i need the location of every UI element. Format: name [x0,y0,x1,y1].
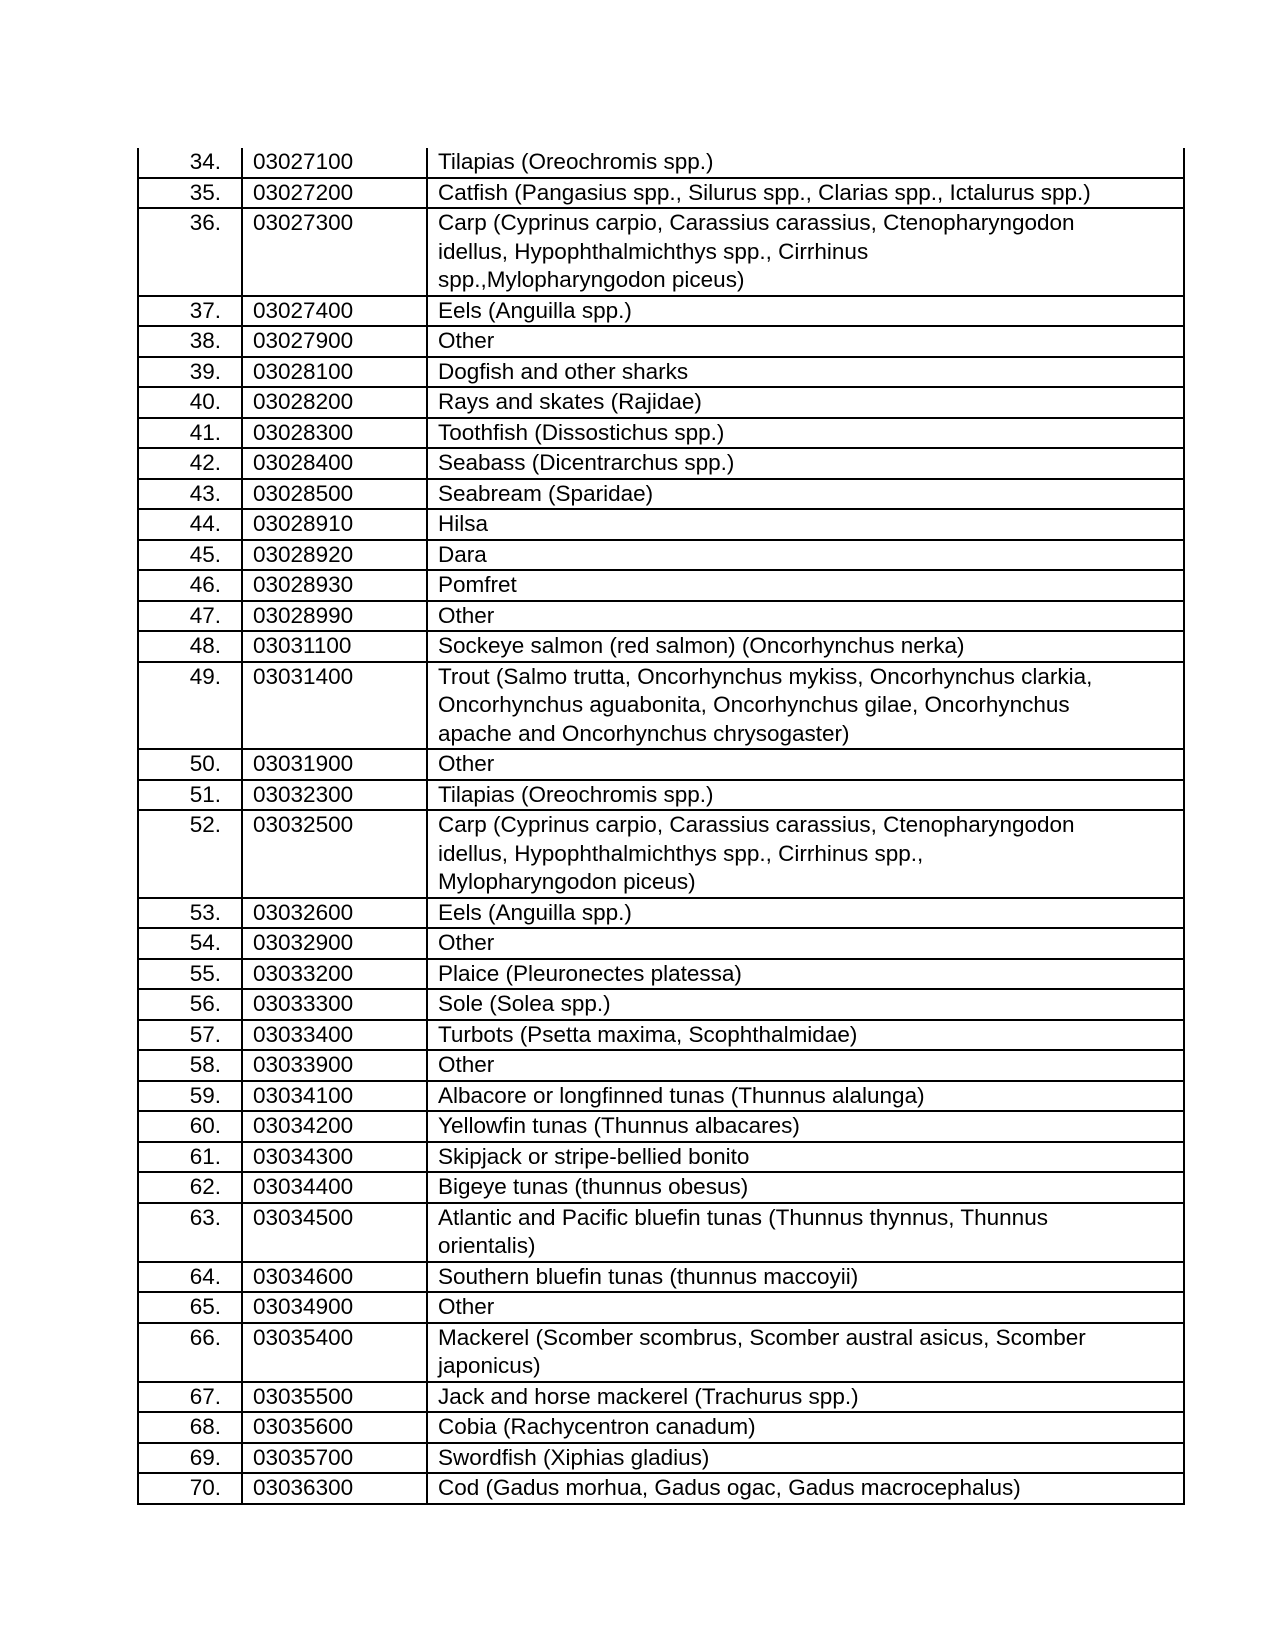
description-cell [427,601,1184,632]
table-row [138,178,1184,209]
table-row [138,1172,1184,1203]
hs-code-cell: 03036300 [242,1473,427,1504]
description-cell [427,1172,1184,1203]
description-line: idellus, Hypophthalmichthys spp., Cirrhinus [438,238,869,264]
hs-code-cell: 03033200 [242,959,427,990]
serial-number-cell: 36. [138,208,242,296]
hs-code-cell: 03028400 [242,448,427,479]
description-cell [427,810,1184,898]
description-line: spp.,Mylopharyngodon piceus) [438,267,745,292]
hs-code-cell: 03034400 [242,1172,427,1203]
table-row [138,1412,1184,1443]
hs-code-cell: 03028930 [242,570,427,601]
hs-code-cell: 03033900 [242,1050,427,1081]
description-cell [427,570,1184,601]
description-line: Mackerel (Scomber scombrus, Scomber austral asicus, Scomber [438,1324,1086,1350]
description-cell [427,208,1184,296]
description-line: Cod (Gadus morhua, Gadus ogac, Gadus macrocephalus) [438,1475,1021,1500]
serial-number-cell: 35. [138,178,242,209]
description-line: Turbots (Psetta maxima, Scophthalmidae) [438,1021,858,1047]
description-line: Catfish (Pangasius spp., Silurus spp., Clarias spp., Ictalurus spp.) [438,179,1091,205]
description-line: Sockeye salmon (red salmon) (Oncorhynchus nerka) [438,633,965,658]
description-cell [427,357,1184,388]
hs-code-cell: 03028990 [242,601,427,632]
hs-code-cell: 03035700 [242,1443,427,1474]
table-row [138,810,1184,898]
serial-number-cell: 70. [138,1473,242,1504]
description-line: Albacore or longfinned tunas (Thunnus alalunga) [438,1082,925,1108]
description-cell [427,509,1184,540]
hs-code-cell: 03027200 [242,178,427,209]
hs-code-cell: 03028100 [242,357,427,388]
description-line: Oncorhynchus aguabonita, Oncorhynchus gilae, Oncorhynchus [438,692,1070,717]
serial-number-cell: 64. [138,1262,242,1293]
table-row [138,1382,1184,1413]
hs-code-cell: 03032500 [242,810,427,898]
table-row [138,780,1184,811]
description-cell [427,448,1184,479]
description-line: Mylopharyngodon piceus) [438,869,696,894]
serial-number-cell: 55. [138,959,242,990]
description-line: apache and Oncorhynchus chrysogaster) [438,720,850,746]
description-line: Other [438,930,495,955]
description-line: Sole (Solea spp.) [438,991,611,1016]
hs-code-cell: 03034600 [242,1262,427,1293]
description-cell [427,1292,1184,1323]
hs-code-cell: 03032600 [242,898,427,929]
hs-code-cell: 03028300 [242,418,427,449]
hs-code-cell: 03027400 [242,296,427,327]
description-cell [427,1382,1184,1413]
description-cell [427,540,1184,571]
serial-number-cell: 54. [138,928,242,959]
hs-code-cell: 03027300 [242,208,427,296]
serial-number-cell: 61. [138,1142,242,1173]
table-row [138,959,1184,990]
hs-code-cell: 03035500 [242,1382,427,1413]
description-cell [427,749,1184,780]
hs-code-cell: 03034200 [242,1111,427,1142]
description-line: Tilapias (Oreochromis spp.) [438,781,714,807]
serial-number-cell: 45. [138,540,242,571]
serial-number-cell: 58. [138,1050,242,1081]
hs-code-cell: 03028200 [242,387,427,418]
serial-number-cell: 34. [138,148,242,178]
serial-number-cell: 49. [138,662,242,750]
serial-number-cell: 46. [138,570,242,601]
description-cell [427,418,1184,449]
description-line: Jack and horse mackerel (Trachurus spp.) [438,1383,859,1409]
serial-number-cell: 65. [138,1292,242,1323]
table-row [138,208,1184,296]
description-line: Tilapias (Oreochromis spp.) [438,149,714,174]
hs-code-cell: 03033300 [242,989,427,1020]
table-row [138,326,1184,357]
description-line: Carp (Cyprinus carpio, Carassius carassius, Ctenopharyngodon [438,210,1075,235]
table-row [138,570,1184,601]
description-line: Plaice (Pleuronectes platessa) [438,960,742,986]
table-row [138,1262,1184,1293]
description-cell [427,662,1184,750]
table-row [138,448,1184,479]
table-row [138,898,1184,929]
table-row [138,749,1184,780]
hs-code-cell: 03028910 [242,509,427,540]
description-cell [427,989,1184,1020]
serial-number-cell: 42. [138,448,242,479]
description-cell [427,1443,1184,1474]
description-line: Other [438,751,495,776]
serial-number-cell: 52. [138,810,242,898]
description-cell [427,1262,1184,1293]
serial-number-cell: 57. [138,1020,242,1051]
description-cell [427,148,1184,178]
serial-number-cell: 41. [138,418,242,449]
serial-number-cell: 63. [138,1203,242,1262]
table-row [138,1292,1184,1323]
description-line: Rays and skates (Rajidae) [438,389,702,414]
table-row [138,148,1184,178]
serial-number-cell: 38. [138,326,242,357]
serial-number-cell: 39. [138,357,242,388]
table-row [138,1111,1184,1142]
table-row [138,418,1184,449]
description-line: Other [438,1052,495,1077]
hs-code-cell: 03032900 [242,928,427,959]
serial-number-cell: 37. [138,296,242,327]
serial-number-cell: 69. [138,1443,242,1474]
table-row [138,540,1184,571]
description-cell [427,1081,1184,1112]
description-line: Trout (Salmo trutta, Oncorhynchus mykiss, Oncorhynchus clarkia, [438,663,1093,689]
description-line: Dogfish and other sharks [438,358,689,384]
serial-number-cell: 66. [138,1323,242,1382]
description-line: Carp (Cyprinus carpio, Carassius carassius, Ctenopharyngodon [438,812,1075,837]
serial-number-cell: 47. [138,601,242,632]
description-line: Seabass (Dicentrarchus spp.) [438,450,735,475]
table-body [138,148,1184,1504]
table-row [138,601,1184,632]
hs-code-cell: 03034300 [242,1142,427,1173]
description-line: Atlantic and Pacific bluefin tunas (Thunnus thynnus, Thunnus [438,1204,1048,1230]
description-line: Dara [438,541,487,567]
table-row [138,296,1184,327]
description-line: Toothfish (Dissostichus spp.) [438,419,725,445]
description-line: Other [438,1294,495,1319]
description-cell [427,479,1184,510]
description-cell [427,898,1184,929]
table-row [138,1323,1184,1382]
description-cell [427,1473,1184,1504]
serial-number-cell: 68. [138,1412,242,1443]
hs-code-cell: 03034900 [242,1292,427,1323]
table-row [138,1020,1184,1051]
description-cell [427,959,1184,990]
description-cell [427,326,1184,357]
serial-number-cell: 48. [138,631,242,662]
description-line: Southern bluefin tunas (thunnus maccoyii) [438,1263,859,1289]
serial-number-cell: 50. [138,749,242,780]
description-cell [427,1050,1184,1081]
table-row [138,357,1184,388]
serial-number-cell: 43. [138,479,242,510]
table-row [138,1050,1184,1081]
serial-number-cell: 67. [138,1382,242,1413]
description-cell [427,631,1184,662]
description-line: orientalis) [438,1233,536,1258]
hs-code-cell: 03034100 [242,1081,427,1112]
serial-number-cell: 60. [138,1111,242,1142]
table-row [138,509,1184,540]
table-row [138,1203,1184,1262]
description-cell [427,1111,1184,1142]
serial-number-cell: 40. [138,387,242,418]
table-row [138,662,1184,750]
hs-code-cell: 03035400 [242,1323,427,1382]
table-row [138,1142,1184,1173]
description-line: Seabream (Sparidae) [438,480,654,506]
serial-number-cell: 56. [138,989,242,1020]
hs-code-cell: 03034500 [242,1203,427,1262]
table-row [138,1473,1184,1504]
hs-code-cell: 03033400 [242,1020,427,1051]
table-row [138,989,1184,1020]
description-line: Bigeye tunas (thunnus obesus) [438,1174,749,1199]
serial-number-cell: 59. [138,1081,242,1112]
description-line: Eels (Anguilla spp.) [438,899,632,925]
description-line: Pomfret [438,572,517,597]
description-line: Other [438,602,495,628]
hs-code-cell: 03035600 [242,1412,427,1443]
hs-code-cell: 03031900 [242,749,427,780]
description-cell [427,1323,1184,1382]
description-line: Eels (Anguilla spp.) [438,297,632,323]
description-cell [427,296,1184,327]
description-line: Skipjack or stripe-bellied bonito [438,1143,750,1169]
description-cell [427,1142,1184,1173]
description-cell [427,1203,1184,1262]
hs-code-cell: 03031100 [242,631,427,662]
table-row [138,387,1184,418]
description-line: Other [438,328,495,353]
description-line: Cobia (Rachycentron canadum) [438,1414,756,1439]
table-row [138,1443,1184,1474]
description-cell [427,780,1184,811]
serial-number-cell: 62. [138,1172,242,1203]
serial-number-cell: 53. [138,898,242,929]
hs-code-cell: 03031400 [242,662,427,750]
description-line: Hilsa [438,511,489,536]
description-cell [427,1020,1184,1051]
hs-code-cell: 03027100 [242,148,427,178]
table-row [138,631,1184,662]
description-line: japonicus) [438,1353,541,1378]
serial-number-cell: 51. [138,780,242,811]
hs-code-cell: 03028500 [242,479,427,510]
serial-number-cell: 44. [138,509,242,540]
description-line: Yellowfin tunas (Thunnus albacares) [438,1113,800,1138]
table-row [138,928,1184,959]
hs-code-cell: 03032300 [242,780,427,811]
hs-code-cell: 03028920 [242,540,427,571]
table-row [138,479,1184,510]
description-line: Swordfish (Xiphias gladius) [438,1444,710,1470]
description-cell [427,1412,1184,1443]
hs-code-cell: 03027900 [242,326,427,357]
description-line: idellus, Hypophthalmichthys spp., Cirrhinus spp., [438,840,924,866]
description-cell [427,928,1184,959]
description-cell [427,178,1184,209]
table-row [138,1081,1184,1112]
tariff-code-table [137,148,1185,1505]
description-cell [427,387,1184,418]
